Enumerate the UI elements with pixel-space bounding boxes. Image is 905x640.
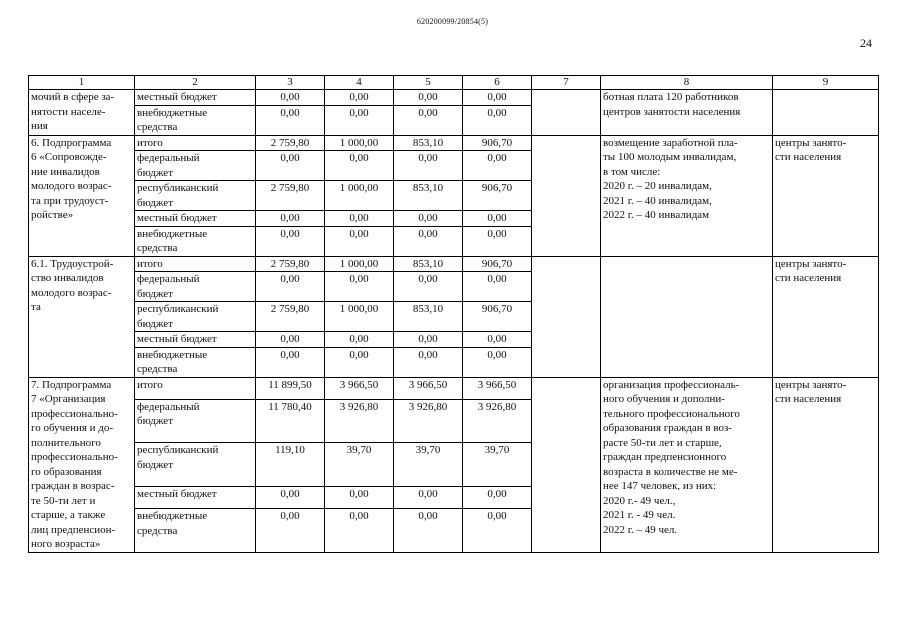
funding-source: внебюджетные средства: [135, 347, 256, 377]
program-1-executor: центры занято- сти населения: [773, 135, 879, 256]
funding-source: федеральный бюджет: [135, 399, 256, 442]
amount-cell: 0,00: [394, 211, 463, 227]
amount-cell: 0,00: [394, 486, 463, 508]
funding-source: внебюджетные средства: [135, 509, 256, 552]
document-id: 620200099/20854(5): [416, 17, 489, 26]
amount-cell: 0,00: [463, 347, 532, 377]
table-row: [29, 256, 879, 272]
amount-cell: 11 780,40: [256, 399, 325, 442]
header-cell-1: 1: [29, 76, 135, 90]
amount-cell: 11 899,50: [256, 377, 325, 399]
amount-cell: 0,00: [463, 272, 532, 302]
continued-program-result: ботная плата 120 работников центров занятости населения: [601, 90, 773, 136]
amount-cell: 0,00: [394, 509, 463, 552]
table-row: [29, 90, 879, 106]
amount-cell: 3 966,50: [325, 377, 394, 399]
funding-source: итого: [135, 256, 256, 272]
col7-cell: [532, 135, 601, 256]
amount-cell: 0,00: [256, 90, 325, 106]
header-cell-8: 8: [601, 76, 773, 90]
amount-cell: 0,00: [325, 211, 394, 227]
budget-table: [28, 75, 879, 553]
amount-cell: 0,00: [325, 486, 394, 508]
amount-cell: 2 759,80: [256, 135, 325, 151]
funding-source: итого: [135, 135, 256, 151]
amount-cell: 0,00: [394, 226, 463, 256]
table-row: [29, 377, 879, 399]
header-cell-2: 2: [135, 76, 256, 90]
amount-cell: 0,00: [463, 151, 532, 181]
funding-source: федеральный бюджет: [135, 272, 256, 302]
funding-source: федеральный бюджет: [135, 151, 256, 181]
program-3-result: организация профессиональ- ного обучения и дополни- тельного профессионального образования граждан в воз- расте 50-ти лет и старше, граждан предпенсионного возраста в количестве не ме- нее 147 человек, из них: 2020 г.- 49 чел., 2021 г. - 49 чел. 2022 г. – 49 чел.: [601, 377, 773, 552]
col7-cell: [532, 90, 601, 136]
program-2-executor: центры занято- сти населения: [773, 256, 879, 377]
amount-cell: 0,00: [394, 347, 463, 377]
amount-cell: 0,00: [256, 151, 325, 181]
amount-cell: 0,00: [394, 332, 463, 348]
header-cell-3: 3: [256, 76, 325, 90]
amount-cell: 39,70: [463, 443, 532, 486]
funding-source: местный бюджет: [135, 90, 256, 106]
table-row: [29, 135, 879, 151]
amount-cell: 853,10: [394, 181, 463, 211]
program-1-name: 6. Подпрограмма 6 «Сопровожде- ние инвалидов молодого возрас- та при трудоуст- ройстве»: [29, 135, 135, 256]
amount-cell: 0,00: [325, 509, 394, 552]
amount-cell: 2 759,80: [256, 181, 325, 211]
amount-cell: 1 000,00: [325, 181, 394, 211]
funding-source: местный бюджет: [135, 486, 256, 508]
amount-cell: 0,00: [394, 272, 463, 302]
continued-program-executor: [773, 90, 879, 136]
amount-cell: 39,70: [394, 443, 463, 486]
funding-source: местный бюджет: [135, 211, 256, 227]
amount-cell: 0,00: [256, 226, 325, 256]
amount-cell: 3 926,80: [463, 399, 532, 442]
amount-cell: 3 926,80: [325, 399, 394, 442]
amount-cell: 2 759,80: [256, 302, 325, 332]
amount-cell: 0,00: [463, 105, 532, 135]
amount-cell: 0,00: [463, 332, 532, 348]
program-2-name: 6.1. Трудоустрой- ство инвалидов молодого возрас- та: [29, 256, 135, 377]
funding-source: республиканский бюджет: [135, 443, 256, 486]
amount-cell: 0,00: [325, 105, 394, 135]
amount-cell: 3 926,80: [394, 399, 463, 442]
amount-cell: 853,10: [394, 302, 463, 332]
amount-cell: 0,00: [325, 332, 394, 348]
header-cell-7: 7: [532, 76, 601, 90]
continued-program-name: мочий в сфере за- нятости населе- ния: [29, 90, 135, 136]
amount-cell: 0,00: [325, 90, 394, 106]
amount-cell: 0,00: [463, 486, 532, 508]
amount-cell: 3 966,50: [463, 377, 532, 399]
amount-cell: 0,00: [256, 509, 325, 552]
amount-cell: 0,00: [325, 347, 394, 377]
amount-cell: 0,00: [256, 486, 325, 508]
funding-source: республиканский бюджет: [135, 181, 256, 211]
program-3-name: 7. Подпрограмма 7 «Организация профессионально- го обучения и до- полнительного профессионально- го образования граждан в возрас- те 50-ти лет и старше, а также лиц предпенсион- ного возраста»: [29, 377, 135, 552]
funding-source: внебюджетные средства: [135, 226, 256, 256]
amount-cell: 0,00: [463, 226, 532, 256]
header-cell-9: 9: [773, 76, 879, 90]
amount-cell: 0,00: [463, 509, 532, 552]
amount-cell: 0,00: [325, 226, 394, 256]
amount-cell: 906,70: [463, 135, 532, 151]
program-3-executor: центры занято- сти населения: [773, 377, 879, 552]
amount-cell: 39,70: [325, 443, 394, 486]
amount-cell: 0,00: [463, 90, 532, 106]
amount-cell: 0,00: [325, 151, 394, 181]
amount-cell: 2 759,80: [256, 256, 325, 272]
header-cell-4: 4: [325, 76, 394, 90]
amount-cell: 1 000,00: [325, 302, 394, 332]
amount-cell: 0,00: [463, 211, 532, 227]
amount-cell: 0,00: [256, 347, 325, 377]
amount-cell: 906,70: [463, 181, 532, 211]
amount-cell: 0,00: [256, 332, 325, 348]
amount-cell: 1 000,00: [325, 256, 394, 272]
funding-source: итого: [135, 377, 256, 399]
funding-source: республиканский бюджет: [135, 302, 256, 332]
funding-source: местный бюджет: [135, 332, 256, 348]
amount-cell: 906,70: [463, 256, 532, 272]
col7-cell: [532, 256, 601, 377]
amount-cell: 3 966,50: [394, 377, 463, 399]
funding-source: внебюджетные средства: [135, 105, 256, 135]
amount-cell: 0,00: [256, 105, 325, 135]
amount-cell: 0,00: [256, 211, 325, 227]
header-cell-6: 6: [463, 76, 532, 90]
page-number: 24: [860, 36, 872, 50]
amount-cell: 853,10: [394, 135, 463, 151]
header-row: [29, 76, 879, 90]
amount-cell: 0,00: [394, 90, 463, 106]
program-1-result: возмещение заработной пла- ты 100 молодым инвалидам, в том числе: 2020 г. – 20 инвалидам, 2021 г. – 40 инвалидам, 2022 г. – 40 инвалидам: [601, 135, 773, 256]
amount-cell: 119,10: [256, 443, 325, 486]
amount-cell: 0,00: [325, 272, 394, 302]
amount-cell: 0,00: [394, 151, 463, 181]
amount-cell: 1 000,00: [325, 135, 394, 151]
amount-cell: 0,00: [256, 272, 325, 302]
col7-cell: [532, 377, 601, 552]
amount-cell: 906,70: [463, 302, 532, 332]
header-cell-5: 5: [394, 76, 463, 90]
amount-cell: 853,10: [394, 256, 463, 272]
amount-cell: 0,00: [394, 105, 463, 135]
program-2-result: [601, 256, 773, 377]
